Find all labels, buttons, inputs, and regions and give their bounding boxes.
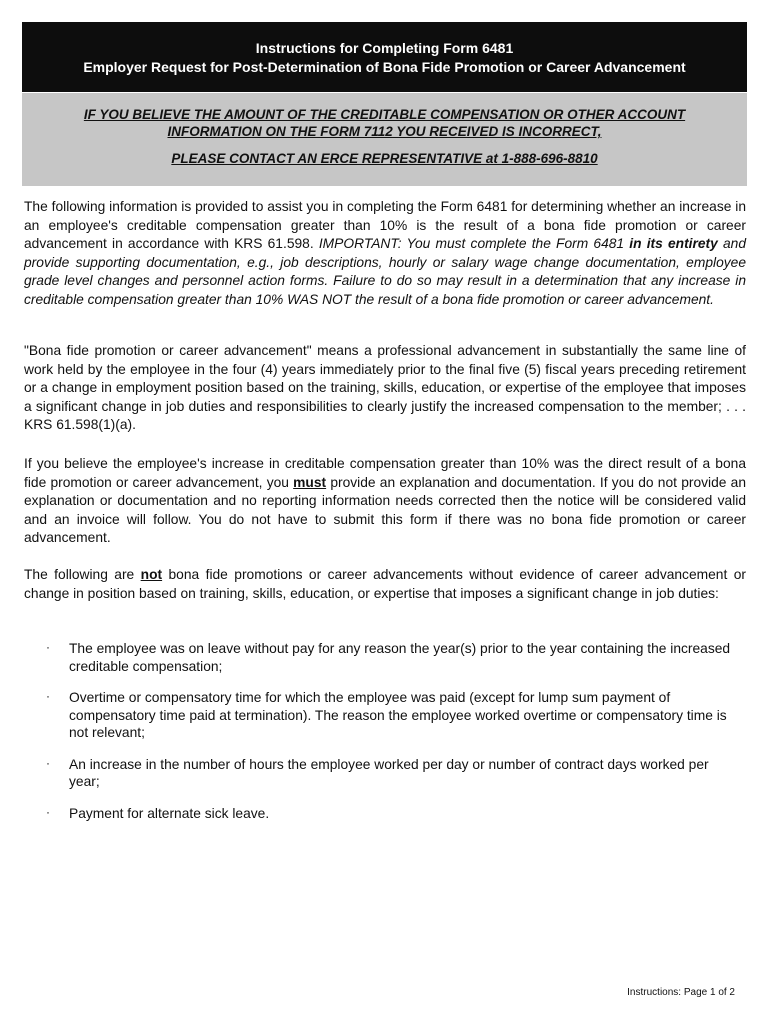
must-text-after: provide an explanation and documentation. If you do not provide an explanation or documentation and no reporting information needs corrected then the notice will be considered valid and an invoice will follow. You do not have to submit this form if there was no bona fide promotion or career advancement. [24, 474, 747, 545]
exclusions-list [44, 640, 734, 836]
notice-line-1: IF YOU BELIEVE THE AMOUNT OF THE CREDITABLE COMPENSATION OR OTHER ACCOUNT [83, 107, 686, 122]
list-item [44, 805, 734, 823]
list-item-text: Payment for alternate sick leave. [69, 805, 270, 821]
not-text-after: bona fide promotions or career advancements without evidence of career advancement or change in position based on training, skills, education, or expertise that imposes a significant change in job duties: [24, 567, 746, 601]
bullet-icon: · [46, 689, 50, 703]
form-header [22, 22, 747, 92]
notice-line-2: INFORMATION ON THE FORM 7112 YOU RECEIVED IS INCORRECT, [167, 124, 602, 139]
important-text: IMPORTANT: You must complete the Form 6481 [318, 236, 630, 251]
list-item-text: An increase in the number of hours the employee worked per day or number of contract days worked per year; [69, 756, 709, 789]
bullet-icon: · [46, 755, 50, 770]
intro-text: The following information is provided to assist you in completing the Form 6481 for determining whether an increase in an employee's creditable compensation greater than 10% is the result of a bona fide promotion or career advancement in accordance with KRS 61.598. [24, 199, 746, 251]
list-item-text: The employee was on leave without pay for any reason the year(s) prior to the year containing the increased creditable compensation; [69, 641, 731, 674]
entirety-emphasis: in its entirety [629, 236, 718, 251]
must-emphasis: must [293, 474, 327, 490]
notice-contact-line: PLEASE CONTACT AN ERCE REPRESENTATIVE at 1-888-696-8810 [171, 151, 598, 166]
not-paragraph [24, 566, 746, 603]
list-item-text: Overtime or compensatory time for which the employee was paid (except for lump sum payment of compensatory time paid at termination). The reason the employee worked overtime or compensatory time is not relevant; [69, 690, 727, 740]
header-subtitle: Employer Request for Post-Determination of Bona Fide Promotion or Career Advancement [83, 59, 686, 75]
bullet-icon: · [46, 804, 50, 819]
documentation-text: and provide supporting documentation, e.g., job descriptions, hourly or salary wage change documentation, employee grade level changes and personnel action forms. Failure to do so may result in a determination that any increase in creditable compensation greater than 10% WAS NOT the result of a bona fide promotion or career advancement. [24, 236, 747, 307]
not-text-before: The following are [24, 567, 141, 582]
header-title: Instructions for Completing Form 6481 [255, 40, 514, 56]
must-paragraph [24, 455, 746, 548]
contact-notice [22, 93, 747, 186]
list-item [44, 640, 734, 675]
page-number: Instructions: Page 1 of 2 [627, 987, 735, 998]
intro-paragraph [24, 198, 746, 309]
not-emphasis: not [140, 567, 163, 582]
list-item [44, 756, 734, 791]
definition-paragraph: "Bona fide promotion or career advancement" means a professional advancement in substantially the same line of work held by the employee in the four (4) years immediately prior to the final five (5) fiscal years preceding retirement or a change in employment position based on the training, skills, education, or expertise of the employee that imposes a significant change in job duties and responsibilities to clearly justify the increased compensation to the member; . . . KRS 61.598(1)(a). [24, 343, 746, 432]
bullet-icon: · [46, 640, 50, 654]
must-text-before: If you believe the employee's increase in creditable compensation greater than 10% was the direct result of a bona fide promotion or career advancement, you [24, 456, 746, 490]
list-item [44, 689, 734, 742]
